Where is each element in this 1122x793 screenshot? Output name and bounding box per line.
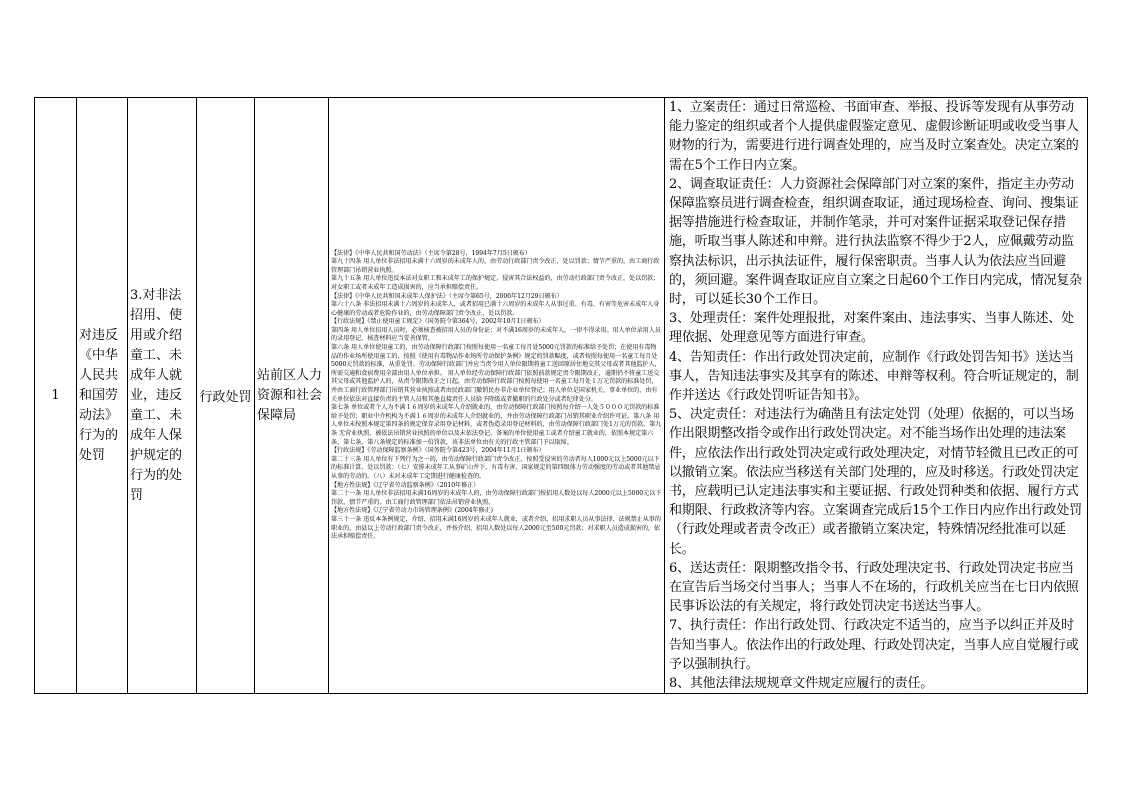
- responsibility-item: 4、告知责任：作出行政处罚决定前，应制作《行政处罚告知书》送达当事人，告知违法事实及其享有的陈述、申辩等权利。符合听证规定的，制作并送达《行政处罚听证告知书》。: [669, 349, 1079, 404]
- legal-basis-paragraph: 第七条 单位或者个人为不满１６周岁的未成年人介绍就业的，由劳动保障行政部门按照每介绍一人处５０００元罚款的标准给予处罚；职业中介机构为不满１６周岁的未成年人介绍就业的，并由劳动保障行政部门吊销其职业介绍许可证。第八条 用人单位未按照本规定第四条的规定保存录用登记材料，或者伪造录用登记材料的，由劳动保障行政部门处1万元的罚款。第九条 无营业执照、被依法吊销营业执照的单位以及未依法登记、备案的单位使用童工或者介绍童工就业的，依照本规定第六条、第七条、第八条规定的标准加一倍罚款，该非法单位由有关的行政主管部门予以取缔。: [331, 404, 662, 446]
- responsibility-item: 6、送达责任：限期整改指令书、行政处理决定书、行政处罚决定书应当在宣告后当场交付当事人；当事人不在场的，行政机关应当在七日内依照民事诉讼法的有关规定，将行政处罚决定书送达当事人。: [669, 560, 1079, 615]
- legal-basis-paragraph: 第六条 用人单位使用童工的，由劳动保障行政部门按照每使用一名童工每月处5000元罚款的标准给予处罚；在使用有毒物品的作业场所使用童工的，按照《使用有毒物品作业场所劳动保护条例》规定的罚款幅度，或者按照每使用一名童工每月处5000元罚款的标准，从重处罚。劳动保障行政部门并应当责令用人单位限期将童工送回原居住地交其父母或者其他监护人，所需交通和食宿费用全部由用人单位承担。 用人单位经劳动保障行政部门依照前款规定责令限期改正，逾期仍不将童工送交其父母或其他监护人的，从责令限期改正之日起，由劳动保障行政部门按照每使用一名童工每月处１万元罚款的标准处罚，并由工商行政管理部门吊销其营业执照或者由民政部门撤销民办非企业单位登记；用人单位是国家机关、事业单位的，由有关单位依法对直接负责的主管人员和其他直接责任人员给予降级或者撤职的行政处分或者纪律处分。: [331, 344, 661, 403]
- legal-basis-text: [331, 250, 662, 542]
- responsibility-item: 2、调查取证责任：人力资源社会保障部门对立案的案件，指定主办劳动保障监察员进行调查检查，组织调查取证，通过现场检查、询问、搜集证据等措施进行检查取证，并制作笔录，并可对案件证据采取登记保存措施，听取当事人陈述和申辩。进行执法监察不得少于2人，应佩戴劳动监察执法标识，出示执法证件，履行保密职责。当事人认为依法应当回避的，须回避。案件调查取证应自立案之日起60个工作日内完成，情况复杂时，可以延长30个工作日。: [669, 176, 1082, 308]
- legal-basis-paragraph: 【法律】《中华人民共和国未成年人保护法》（主席令第65号，2006年12月29日颁布）: [331, 292, 563, 300]
- legal-basis-paragraph: 第三十一条 违反本条例规定，介绍、招用未满16周岁的未成年人就业，或者介绍、招用求职人员从事法律、法规禁止从事的职业的，由县以上劳动行政部门责令改正，并按介绍、招用人数处以每人2000元至500元罚款；对求职人员造成损害的，依法承担赔偿责任。: [331, 515, 661, 541]
- row-index: 1: [35, 98, 77, 694]
- responsibility-item: 1、立案责任：通过日常巡检、书面审查、举报、投诉等发现有从事劳动能力鉴定的组织或者个人提供虚假鉴定意见、虚假诊断证明或收受当事人财物的行为，需要进行进行调查处理的，应当及时立案查处。决定立案的需在5个工作日内立案。: [669, 100, 1079, 173]
- responsibility-cell: [665, 98, 1088, 694]
- power-list-table: [34, 97, 1088, 694]
- power-category: 行政处罚: [197, 98, 255, 694]
- legal-basis-paragraph: 【法律】《中华人民共和国劳动法》（主席令第28号，1994年7月5日颁布）: [331, 249, 531, 257]
- legal-basis-paragraph: 【地方性法规】《辽宁省劳动监察条例》（2010年修正）: [331, 481, 480, 489]
- item-name: 对违反《中华人民共和国劳动法》行为的处罚: [77, 98, 128, 694]
- legal-basis-cell: [329, 98, 665, 694]
- legal-basis-paragraph: 第二十一条 用人单位非法招用未满16周岁的未成年人的，由劳动保障行政部门按招用人数处以每人2000元以上5000元以下罚款，情节严重的，由工商行政管理部门依法吊销营业执照。: [331, 490, 662, 506]
- legal-basis-paragraph: 【行政法规】《劳动保障监察条例》（国务院令第423号，2004年11月1日颁布）: [331, 447, 545, 455]
- responsibility-text: [669, 98, 1083, 693]
- legal-basis-paragraph: 【地方性法规】《辽宁省劳动力市场管理条例》(2004年修正): [331, 507, 493, 515]
- sub-item-name: 3.对非法招用、使用或介绍童工、未成年人就业，违反童工、未成年人保护规定的行为的处罚: [128, 98, 197, 694]
- legal-basis-paragraph: 第六十八条 非法招用未满十六周岁的未成年人，或者招用已满十六周岁的未成年人从事过重、有毒、有害等危害未成年人身心健康的劳动或者危险作业的，由劳动保障部门责令改正，处以罚款。: [331, 301, 660, 317]
- responsibility-item: 7、执行责任：作出行政处罚、行政决定不适当的，应当予以纠正并及时告知当事人。依法作出的行政处理、行政处罚决定，当事人应自觉履行或予以强制执行。: [669, 618, 1079, 672]
- legal-basis-paragraph: 第四条 用人单位招用人员时，必须核查被招用人员的身份证；对不满16周岁的未成年人，一律不得录用。用人单位录用人员的录用登记、核查材料应当妥善保管。: [331, 326, 661, 343]
- legal-basis-paragraph: 【行政法规】《禁止使用童工规定》（国务院令第364号，2002年10月1日颁布）: [331, 318, 545, 326]
- legal-basis-paragraph: 第九十五条 用人单位违反本法对女职工和未成年工的保护规定，侵害其合法权益的，由劳动行政部门责令改正，处以罚款；对女职工或者未成年工造成损害的，应当承担赔偿责任。: [331, 275, 660, 291]
- table-row: [35, 98, 1088, 694]
- responsibility-item: 5、决定责任：对违法行为确凿且有法定处罚（处理）依据的，可以当场作出限期整改指令或作出行政处罚决定。对不能当场作出处理的违法案件，应依法作出行政处罚决定或行政处理决定，对情节轻微且已改正的可以撤销立案。依法应当移送有关部门处理的，应及时移送。行政处罚决定书，应载明已认定违法事实和主要证据、行政处罚种类和依据、履行方式和期限、行政救济等内容。立案调查完成后15个工作日内应作出行政处罚（行政处理或者责令改正）或者撤销立案决定，特殊情况经批准可以延长。: [669, 407, 1082, 557]
- implementing-department: 站前区人力资源和社会保障局: [255, 98, 329, 694]
- responsibility-item: 3、处理责任：案件处理报批，对案件案由、违法事实、当事人陈述、处理依据、处理意见等方面进行审查。: [669, 311, 1074, 346]
- legal-basis-paragraph: 第二十三条 用人单位有下列行为之一的，由劳动保障行政部门责令改正，按照受侵害的劳动者每人1000元以上5000元以下的标准计算，处以罚款：（七）安排未成年工从事矿山井下、有毒有害、国家规定的第四级体力劳动强度的劳动或者其他禁忌从事的劳动的。（八）未对未成年工定期进行健康检查的。: [331, 455, 661, 480]
- responsibility-item: 8、其他法律法规规章文件规定应履行的责任。: [669, 676, 934, 692]
- legal-basis-paragraph: 第九十四条 用人单位非法招用未满十六周岁的未成年人的，由劳动行政部门责令改正，处以罚款；情节严重的，由工商行政管理部门吊销营业执照。: [331, 258, 660, 274]
